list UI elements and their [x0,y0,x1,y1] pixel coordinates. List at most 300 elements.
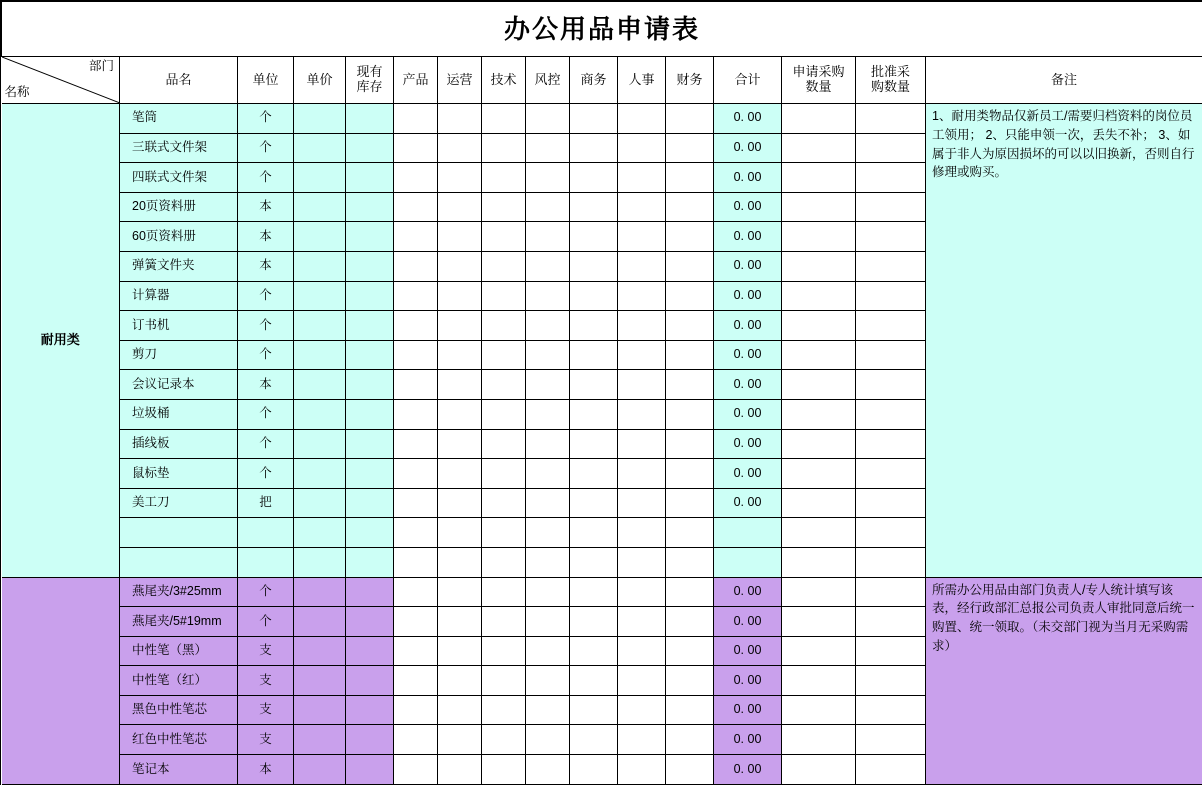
cell-dept-risk[interactable] [526,636,570,666]
cell-apply-quantity[interactable] [782,370,856,400]
cell-dept-business[interactable] [570,518,618,548]
cell-unit[interactable]: 本 [238,370,294,400]
cell-approved-quantity[interactable] [856,399,926,429]
cell-dept-hr[interactable] [618,104,666,134]
cell-unit[interactable]: 个 [238,577,294,607]
cell-dept-finance[interactable] [666,251,714,281]
cell-dept-tech[interactable] [482,518,526,548]
cell-current-stock[interactable] [346,695,394,725]
cell-dept-tech[interactable] [482,399,526,429]
cell-dept-risk[interactable] [526,192,570,222]
cell-item-name[interactable]: 垃圾桶 [120,399,238,429]
cell-unit[interactable]: 支 [238,695,294,725]
cell-dept-tech[interactable] [482,577,526,607]
cell-approved-quantity[interactable] [856,755,926,785]
cell-unit[interactable]: 支 [238,636,294,666]
cell-apply-quantity[interactable] [782,488,856,518]
cell-dept-tech[interactable] [482,666,526,696]
cell-dept-hr[interactable] [618,222,666,252]
cell-current-stock[interactable] [346,666,394,696]
cell-unit-price[interactable] [294,192,346,222]
cell-current-stock[interactable] [346,577,394,607]
cell-dept-finance[interactable] [666,104,714,134]
cell-dept-risk[interactable] [526,607,570,637]
cell-item-name[interactable]: 燕尾夹/3#25mm [120,577,238,607]
cell-apply-quantity[interactable] [782,163,856,193]
cell-dept-tech[interactable] [482,429,526,459]
cell-dept-tech[interactable] [482,370,526,400]
cell-unit[interactable]: 个 [238,104,294,134]
cell-item-name[interactable]: 燕尾夹/5#19mm [120,607,238,637]
cell-dept-tech[interactable] [482,163,526,193]
cell-dept-finance[interactable] [666,459,714,489]
cell-dept-risk[interactable] [526,725,570,755]
cell-dept-product[interactable] [394,163,438,193]
cell-dept-operation[interactable] [438,666,482,696]
cell-current-stock[interactable] [346,340,394,370]
cell-apply-quantity[interactable] [782,104,856,134]
cell-dept-hr[interactable] [618,488,666,518]
cell-current-stock[interactable] [346,399,394,429]
cell-dept-finance[interactable] [666,518,714,548]
cell-current-stock[interactable] [346,459,394,489]
cell-dept-finance[interactable] [666,222,714,252]
cell-apply-quantity[interactable] [782,607,856,637]
cell-dept-finance[interactable] [666,311,714,341]
cell-dept-business[interactable] [570,607,618,637]
cell-dept-tech[interactable] [482,133,526,163]
cell-unit-price[interactable] [294,370,346,400]
cell-approved-quantity[interactable] [856,192,926,222]
cell-dept-business[interactable] [570,695,618,725]
cell-apply-quantity[interactable] [782,636,856,666]
cell-dept-operation[interactable] [438,340,482,370]
cell-apply-quantity[interactable] [782,695,856,725]
cell-dept-product[interactable] [394,192,438,222]
cell-dept-product[interactable] [394,222,438,252]
cell-item-name[interactable]: 60页资料册 [120,222,238,252]
cell-apply-quantity[interactable] [782,222,856,252]
cell-unit-price[interactable] [294,636,346,666]
cell-current-stock[interactable] [346,755,394,785]
cell-current-stock[interactable] [346,607,394,637]
cell-approved-quantity[interactable] [856,281,926,311]
cell-dept-hr[interactable] [618,725,666,755]
cell-dept-hr[interactable] [618,666,666,696]
cell-unit[interactable]: 本 [238,251,294,281]
cell-unit-price[interactable] [294,281,346,311]
cell-unit-price[interactable] [294,311,346,341]
cell-dept-finance[interactable] [666,755,714,785]
cell-item-name[interactable]: 笔筒 [120,104,238,134]
cell-approved-quantity[interactable] [856,488,926,518]
cell-approved-quantity[interactable] [856,666,926,696]
cell-item-name[interactable]: 鼠标垫 [120,459,238,489]
cell-dept-finance[interactable] [666,695,714,725]
cell-dept-operation[interactable] [438,488,482,518]
cell-apply-quantity[interactable] [782,340,856,370]
cell-dept-product[interactable] [394,399,438,429]
cell-dept-hr[interactable] [618,577,666,607]
cell-approved-quantity[interactable] [856,429,926,459]
cell-unit-price[interactable] [294,695,346,725]
cell-dept-business[interactable] [570,104,618,134]
cell-dept-risk[interactable] [526,399,570,429]
cell-item-name[interactable]: 计算器 [120,281,238,311]
cell-dept-finance[interactable] [666,281,714,311]
cell-approved-quantity[interactable] [856,518,926,548]
cell-dept-risk[interactable] [526,281,570,311]
cell-dept-hr[interactable] [618,192,666,222]
cell-unit-price[interactable] [294,340,346,370]
cell-dept-operation[interactable] [438,518,482,548]
cell-dept-risk[interactable] [526,547,570,577]
cell-dept-hr[interactable] [618,636,666,666]
cell-unit[interactable]: 支 [238,725,294,755]
cell-dept-operation[interactable] [438,251,482,281]
cell-apply-quantity[interactable] [782,666,856,696]
cell-dept-product[interactable] [394,547,438,577]
cell-dept-hr[interactable] [618,133,666,163]
cell-dept-finance[interactable] [666,192,714,222]
cell-dept-finance[interactable] [666,429,714,459]
cell-dept-product[interactable] [394,636,438,666]
cell-item-name[interactable]: 插线板 [120,429,238,459]
cell-current-stock[interactable] [346,192,394,222]
cell-dept-tech[interactable] [482,725,526,755]
cell-dept-tech[interactable] [482,459,526,489]
cell-item-name[interactable]: 美工刀 [120,488,238,518]
cell-dept-tech[interactable] [482,251,526,281]
cell-dept-hr[interactable] [618,459,666,489]
office-supply-request-table [1,1,1202,785]
cell-dept-product[interactable] [394,133,438,163]
cell-approved-quantity[interactable] [856,370,926,400]
cell-dept-hr[interactable] [618,311,666,341]
cell-dept-hr[interactable] [618,281,666,311]
cell-approved-quantity[interactable] [856,459,926,489]
cell-unit-price[interactable] [294,251,346,281]
cell-dept-business[interactable] [570,311,618,341]
cell-dept-product[interactable] [394,104,438,134]
cell-dept-product[interactable] [394,251,438,281]
cell-approved-quantity[interactable] [856,607,926,637]
cell-unit[interactable]: 个 [238,133,294,163]
cell-unit-price[interactable] [294,518,346,548]
cell-dept-tech[interactable] [482,695,526,725]
cell-item-name[interactable]: 三联式文件架 [120,133,238,163]
cell-item-name[interactable]: 弹簧文件夹 [120,251,238,281]
cell-item-name[interactable]: 四联式文件架 [120,163,238,193]
cell-apply-quantity[interactable] [782,251,856,281]
cell-dept-risk[interactable] [526,695,570,725]
cell-unit[interactable]: 本 [238,192,294,222]
cell-unit[interactable]: 本 [238,755,294,785]
cell-current-stock[interactable] [346,636,394,666]
cell-unit[interactable]: 个 [238,459,294,489]
cell-current-stock[interactable] [346,488,394,518]
cell-dept-operation[interactable] [438,429,482,459]
cell-dept-finance[interactable] [666,547,714,577]
cell-apply-quantity[interactable] [782,725,856,755]
cell-dept-product[interactable] [394,695,438,725]
cell-dept-operation[interactable] [438,104,482,134]
cell-current-stock[interactable] [346,281,394,311]
cell-item-name[interactable]: 笔记本 [120,755,238,785]
cell-approved-quantity[interactable] [856,577,926,607]
cell-dept-operation[interactable] [438,695,482,725]
cell-dept-business[interactable] [570,192,618,222]
cell-dept-risk[interactable] [526,163,570,193]
cell-dept-operation[interactable] [438,163,482,193]
cell-dept-risk[interactable] [526,429,570,459]
cell-apply-quantity[interactable] [782,399,856,429]
cell-apply-quantity[interactable] [782,459,856,489]
cell-unit[interactable]: 个 [238,163,294,193]
cell-dept-operation[interactable] [438,636,482,666]
cell-approved-quantity[interactable] [856,636,926,666]
cell-unit[interactable]: 个 [238,607,294,637]
cell-dept-tech[interactable] [482,547,526,577]
cell-dept-operation[interactable] [438,547,482,577]
cell-apply-quantity[interactable] [782,429,856,459]
cell-dept-business[interactable] [570,755,618,785]
cell-approved-quantity[interactable] [856,104,926,134]
cell-dept-product[interactable] [394,311,438,341]
cell-unit-price[interactable] [294,607,346,637]
cell-item-name[interactable]: 20页资料册 [120,192,238,222]
cell-unit[interactable]: 把 [238,488,294,518]
cell-dept-finance[interactable] [666,133,714,163]
cell-dept-business[interactable] [570,547,618,577]
cell-dept-finance[interactable] [666,607,714,637]
cell-unit[interactable]: 本 [238,222,294,252]
cell-item-name[interactable]: 中性笔（黑） [120,636,238,666]
cell-dept-risk[interactable] [526,251,570,281]
cell-dept-business[interactable] [570,636,618,666]
cell-apply-quantity[interactable] [782,192,856,222]
cell-dept-finance[interactable] [666,399,714,429]
cell-dept-operation[interactable] [438,192,482,222]
cell-dept-product[interactable] [394,607,438,637]
cell-current-stock[interactable] [346,133,394,163]
cell-unit[interactable]: 个 [238,340,294,370]
cell-dept-tech[interactable] [482,222,526,252]
cell-dept-risk[interactable] [526,459,570,489]
cell-item-name[interactable]: 黑色中性笔芯 [120,695,238,725]
cell-dept-operation[interactable] [438,459,482,489]
cell-current-stock[interactable] [346,104,394,134]
cell-dept-product[interactable] [394,755,438,785]
cell-dept-finance[interactable] [666,666,714,696]
cell-dept-operation[interactable] [438,133,482,163]
cell-current-stock[interactable] [346,370,394,400]
cell-approved-quantity[interactable] [856,547,926,577]
cell-current-stock[interactable] [346,163,394,193]
cell-dept-business[interactable] [570,370,618,400]
cell-approved-quantity[interactable] [856,340,926,370]
cell-dept-product[interactable] [394,370,438,400]
cell-current-stock[interactable] [346,222,394,252]
cell-dept-hr[interactable] [618,370,666,400]
cell-unit[interactable]: 个 [238,399,294,429]
cell-dept-risk[interactable] [526,755,570,785]
cell-approved-quantity[interactable] [856,695,926,725]
cell-unit[interactable] [238,518,294,548]
cell-current-stock[interactable] [346,311,394,341]
cell-approved-quantity[interactable] [856,725,926,755]
cell-dept-tech[interactable] [482,192,526,222]
cell-unit-price[interactable] [294,547,346,577]
cell-dept-operation[interactable] [438,370,482,400]
cell-dept-risk[interactable] [526,133,570,163]
cell-current-stock[interactable] [346,547,394,577]
cell-current-stock[interactable] [346,429,394,459]
cell-dept-operation[interactable] [438,399,482,429]
cell-dept-hr[interactable] [618,518,666,548]
cell-item-name[interactable]: 中性笔（红） [120,666,238,696]
cell-dept-finance[interactable] [666,163,714,193]
cell-dept-business[interactable] [570,251,618,281]
cell-dept-hr[interactable] [618,695,666,725]
cell-unit-price[interactable] [294,666,346,696]
cell-dept-finance[interactable] [666,577,714,607]
cell-dept-hr[interactable] [618,429,666,459]
cell-unit-price[interactable] [294,755,346,785]
cell-dept-risk[interactable] [526,518,570,548]
cell-dept-risk[interactable] [526,311,570,341]
cell-dept-tech[interactable] [482,281,526,311]
cell-dept-business[interactable] [570,281,618,311]
cell-item-name[interactable]: 红色中性笔芯 [120,725,238,755]
cell-unit-price[interactable] [294,163,346,193]
cell-apply-quantity[interactable] [782,577,856,607]
cell-dept-product[interactable] [394,340,438,370]
cell-dept-tech[interactable] [482,340,526,370]
cell-unit-price[interactable] [294,725,346,755]
cell-dept-business[interactable] [570,133,618,163]
cell-unit-price[interactable] [294,399,346,429]
cell-unit[interactable]: 支 [238,666,294,696]
cell-approved-quantity[interactable] [856,311,926,341]
cell-dept-business[interactable] [570,222,618,252]
cell-dept-hr[interactable] [618,399,666,429]
cell-apply-quantity[interactable] [782,547,856,577]
cell-dept-finance[interactable] [666,488,714,518]
cell-dept-risk[interactable] [526,666,570,696]
cell-dept-risk[interactable] [526,370,570,400]
cell-dept-tech[interactable] [482,755,526,785]
cell-dept-risk[interactable] [526,104,570,134]
cell-current-stock[interactable] [346,251,394,281]
cell-dept-operation[interactable] [438,281,482,311]
cell-dept-operation[interactable] [438,222,482,252]
cell-apply-quantity[interactable] [782,133,856,163]
cell-unit-price[interactable] [294,577,346,607]
cell-dept-product[interactable] [394,666,438,696]
cell-dept-product[interactable] [394,577,438,607]
cell-approved-quantity[interactable] [856,251,926,281]
cell-apply-quantity[interactable] [782,755,856,785]
cell-unit-price[interactable] [294,459,346,489]
cell-approved-quantity[interactable] [856,222,926,252]
cell-dept-business[interactable] [570,429,618,459]
cell-dept-business[interactable] [570,340,618,370]
cell-dept-business[interactable] [570,488,618,518]
cell-dept-product[interactable] [394,281,438,311]
cell-apply-quantity[interactable] [782,518,856,548]
cell-item-name[interactable]: 剪刀 [120,340,238,370]
cell-dept-business[interactable] [570,577,618,607]
cell-dept-hr[interactable] [618,755,666,785]
cell-dept-product[interactable] [394,459,438,489]
cell-current-stock[interactable] [346,518,394,548]
cell-dept-business[interactable] [570,163,618,193]
cell-dept-hr[interactable] [618,163,666,193]
cell-dept-risk[interactable] [526,222,570,252]
cell-approved-quantity[interactable] [856,163,926,193]
cell-item-name[interactable]: 会议记录本 [120,370,238,400]
cell-approved-quantity[interactable] [856,133,926,163]
cell-item-name[interactable]: 订书机 [120,311,238,341]
cell-dept-business[interactable] [570,399,618,429]
cell-dept-operation[interactable] [438,755,482,785]
cell-current-stock[interactable] [346,725,394,755]
cell-dept-tech[interactable] [482,104,526,134]
cell-dept-risk[interactable] [526,577,570,607]
cell-dept-operation[interactable] [438,577,482,607]
cell-dept-tech[interactable] [482,311,526,341]
cell-unit-price[interactable] [294,104,346,134]
cell-dept-finance[interactable] [666,340,714,370]
cell-unit[interactable]: 个 [238,311,294,341]
cell-unit-price[interactable] [294,429,346,459]
cell-dept-hr[interactable] [618,251,666,281]
cell-dept-finance[interactable] [666,725,714,755]
cell-dept-product[interactable] [394,429,438,459]
cell-unit[interactable]: 个 [238,281,294,311]
cell-dept-finance[interactable] [666,370,714,400]
cell-dept-finance[interactable] [666,636,714,666]
cell-item-name[interactable] [120,547,238,577]
cell-dept-business[interactable] [570,459,618,489]
cell-unit-price[interactable] [294,222,346,252]
cell-dept-business[interactable] [570,666,618,696]
cell-dept-hr[interactable] [618,340,666,370]
cell-dept-business[interactable] [570,725,618,755]
cell-dept-operation[interactable] [438,607,482,637]
cell-unit-price[interactable] [294,133,346,163]
cell-apply-quantity[interactable] [782,281,856,311]
cell-dept-tech[interactable] [482,607,526,637]
cell-unit-price[interactable] [294,488,346,518]
cell-dept-product[interactable] [394,725,438,755]
cell-dept-product[interactable] [394,488,438,518]
cell-dept-operation[interactable] [438,725,482,755]
cell-dept-tech[interactable] [482,488,526,518]
cell-unit[interactable] [238,547,294,577]
cell-apply-quantity[interactable] [782,311,856,341]
cell-unit[interactable]: 个 [238,429,294,459]
cell-dept-risk[interactable] [526,340,570,370]
cell-dept-tech[interactable] [482,636,526,666]
cell-dept-operation[interactable] [438,311,482,341]
cell-dept-hr[interactable] [618,607,666,637]
cell-dept-risk[interactable] [526,488,570,518]
cell-dept-hr[interactable] [618,547,666,577]
cell-dept-product[interactable] [394,518,438,548]
cell-item-name[interactable] [120,518,238,548]
